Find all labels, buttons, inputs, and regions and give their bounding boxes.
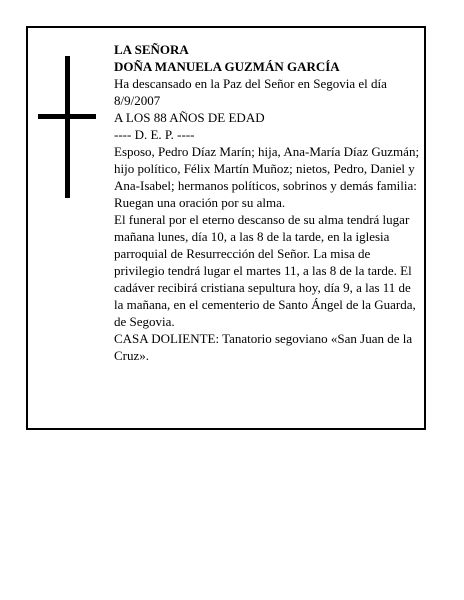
age-line: A LOS 88 AÑOS DE EDAD bbox=[114, 110, 265, 125]
obituary-text bbox=[114, 41, 420, 364]
funeral-line: El funeral por el eterno descanso de su alma tendrá lugar mañana lunes, día 10, a las 8 de la tarde, en la iglesia parroquial de Resurrección del Señor. La misa de privilegio tendrá lugar el martes 11, a las 8 de la tarde. El cadáver recibirá cristiana sepultura hoy, día 9, a las 11 de la mañana, en el cementerio de Santo Ángel de la Guarda, de Segovia. bbox=[114, 212, 416, 329]
notice-title: LA SEÑORA bbox=[114, 42, 189, 57]
obituary-notice bbox=[26, 26, 426, 430]
family-line: Esposo, Pedro Díaz Marín; hija, Ana-María Díaz Guzmán; hijo político, Félix Martín Muñoz; nietos, Pedro, Daniel y Ana-Isabel; hermanos políticos, sobrinos y demás familia: bbox=[114, 144, 420, 193]
house-line: CASA DOLIENTE: Tanatorio segoviano «San Juan de la Cruz». bbox=[114, 331, 413, 363]
prayer-line: Ruegan una oración por su alma. bbox=[114, 195, 286, 210]
cross-horizontal-bar bbox=[38, 114, 96, 119]
death-line: Ha descansado en la Paz del Señor en Segovia el día 8/9/2007 bbox=[114, 76, 387, 108]
rip-line: ---- D. E. P. ---- bbox=[114, 127, 195, 142]
deceased-name: DOÑA MANUELA GUZMÁN GARCÍA bbox=[114, 59, 340, 74]
cross-vertical-bar bbox=[65, 56, 70, 198]
latin-cross-icon bbox=[38, 56, 96, 198]
